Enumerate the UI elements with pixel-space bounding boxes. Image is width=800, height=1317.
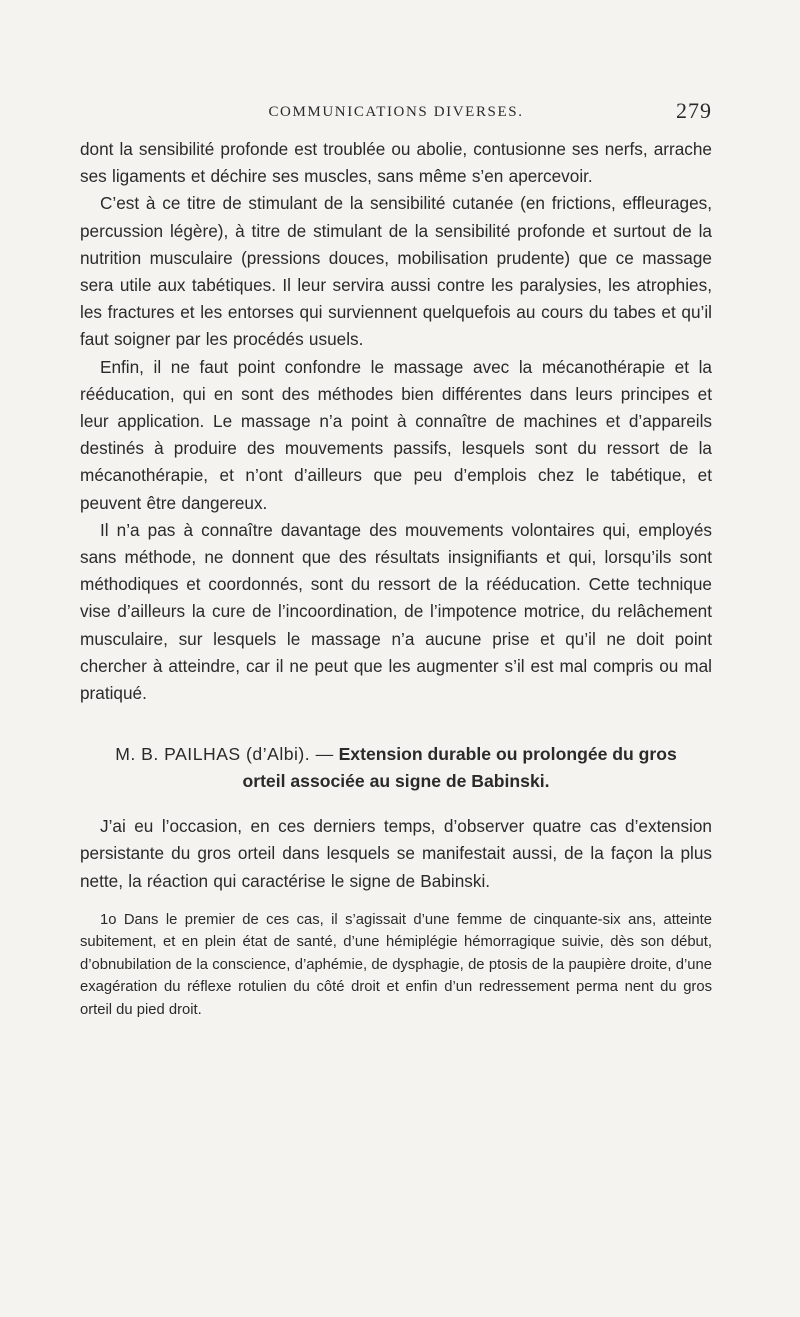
running-header xyxy=(80,98,712,130)
paragraph-case-1: 1o Dans le premier de ces cas, il s’agissait d’une femme de cinquante-six ans, atteinte subitement, et en plein état de santé, d’une hémiplégie hémorragique suivie, dès son début, d’obnubilation de la conscience, d’aphémie, de dysphagie, de ptosis de la paupière droite, d’une exagération du réflexe rotulien du côté droit et enfin d’un redressement perma nent du gros orteil du pied droit. xyxy=(80,911,712,1018)
paragraph-observation: J’ai eu l’occasion, en ces derniers temps, d’observer quatre cas d’extension persistante du gros orteil dans lesquels se manifestait aussi, de la façon la plus nette, la réaction qui caractérise le signe de Babinski. xyxy=(80,816,712,891)
case-text xyxy=(80,909,712,1022)
section-heading xyxy=(80,741,712,795)
book-page xyxy=(80,98,712,1021)
paragraph-mecanotherapie: Enfin, il ne faut point confondre le massage avec la mécanothérapie et la rééducation, qui en sont des méthodes bien différentes dans leurs principes et leur application. Le massage n’a point à connaître de machines et d’appareils destinés à produire des mouvements passifs, lesquels sont du ressort de la mécanothérapie, et n’ont d’ailleurs que peu d’emplois chez le tabétique, et peuvent être dangereux. xyxy=(80,356,712,513)
paragraph-continued: dont la sensibilité profonde est troublée ou abolie, contusionne ses nerfs, arrache ses ligaments et déchire ses muscles, sans même s’en apercevoir. xyxy=(80,139,712,187)
section-title: Extension durable ou prolongée du gros orteil associée au signe de Babinski. xyxy=(242,744,677,792)
paragraph-mouvements-volontaires: Il n’a pas à connaître davantage des mouvements volontaires qui, employés sans méthode, ne donnent que des résultats insignifiants et qui, lorsqu’ils sont méthodiques et coordonnés, sont du ressort de la rééducation. Cette technique vise d’ailleurs la cure de l’incoordination, de l’impotence motrice, du relâchement musculaire, sur lesquels le massage n’a aucune prise et qu’il ne doit point chercher à atteindre, car il ne peut que les augmenter s’il est mal compris ou mal pratiqué. xyxy=(80,519,712,704)
section-text xyxy=(80,813,712,895)
main-text xyxy=(80,136,712,707)
paragraph-stimulant: C’est à ce titre de stimulant de la sensibilité cutanée (en frictions, effleurages, percussion légère), à titre de stimulant de la sensibilité profonde et surtout de la nutrition musculaire (pressions douces, mobilisation prudente) que ce massage sera utile aux tabétiques. Il leur servira aussi contre les paralysies, les atrophies, les fractures et les entorses qui surviennent quelquefois au cours du tabes et qu’il faut soigner par les procédés usuels. xyxy=(80,193,712,350)
running-title: COMMUNICATIONS DIVERSES. xyxy=(268,104,524,120)
page-number: 279 xyxy=(676,98,712,123)
section-author: M. B. PAILHAS (d’Albi). — xyxy=(115,744,334,765)
